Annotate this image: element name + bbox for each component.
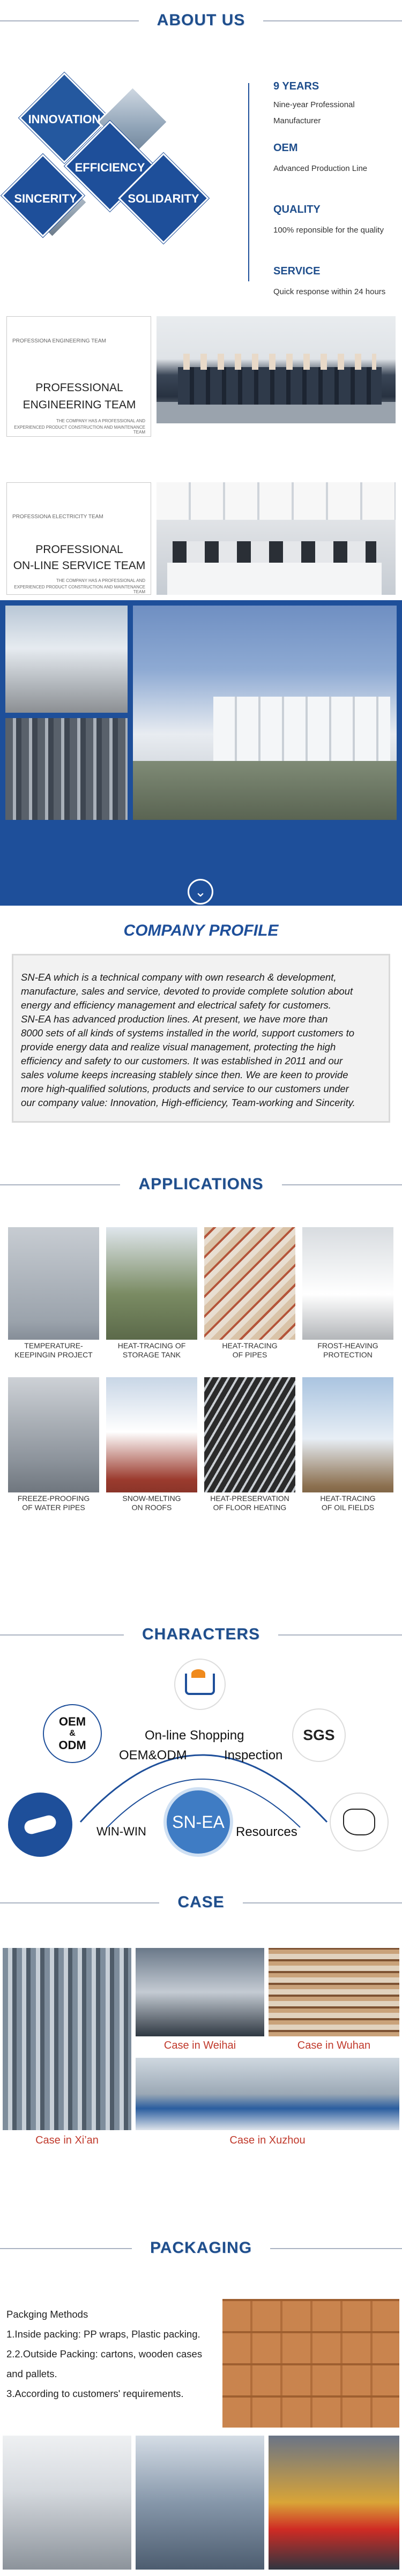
sgs-text: SGS: [303, 1727, 335, 1743]
app-label-line1: HEAT-TRACING: [222, 1341, 278, 1350]
feature-oem: [273, 142, 402, 173]
about-diamond-cluster: [5, 67, 252, 271]
app-label-line2: OF PIPES: [232, 1350, 267, 1359]
feature-line: Advanced Production Line: [273, 164, 368, 173]
feature-quality: [273, 204, 402, 235]
case-caption: Case in Weihai: [163, 2040, 236, 2051]
feature-title: 9 YEARS: [273, 80, 319, 92]
app-label-line1: TEMPERATURE-: [24, 1341, 83, 1350]
packaging-text: [6, 2304, 221, 2403]
application-card[interactable]: [302, 1227, 393, 1361]
case-caption-wuhan-wrap: [269, 2036, 399, 2056]
online-shopping-label: On-line Shopping: [145, 1728, 244, 1743]
odm-text: ODM: [58, 1738, 86, 1752]
scroll-down-chevron-icon[interactable]: ⌄: [188, 879, 213, 905]
about-us-heading: [0, 11, 402, 30]
feature-line: Quick response within 24 hours: [273, 287, 386, 296]
team-title-line1: PROFESSIONAL: [35, 543, 123, 556]
team-small-label: PROFESSIONA ENGINEERING TEAM: [12, 338, 106, 344]
headquarters-photo: [133, 606, 397, 820]
app-label-line2: STORAGE TANK: [122, 1350, 181, 1359]
production-line-photo: [5, 718, 128, 820]
feature-line: Manufacturer: [273, 116, 321, 125]
win-win-label: WIN-WIN: [96, 1825, 146, 1838]
wrapped-goods-photo: [3, 2436, 131, 2570]
case-caption: Case in Wuhan: [297, 2040, 371, 2051]
application-card[interactable]: [302, 1377, 393, 1514]
handshake-icon: [8, 1793, 72, 1857]
company-profile-box: [12, 954, 390, 1123]
case-caption-xian-wrap: [3, 2130, 131, 2152]
app-label-line1: HEAT-PRESERVATION: [210, 1494, 289, 1503]
case-photo-weihai: [136, 1948, 264, 2036]
oem-text: OEM: [58, 1715, 86, 1728]
engineering-team-photo: [157, 316, 396, 423]
packaging-line: and pallets.: [6, 2368, 57, 2379]
application-card[interactable]: [8, 1377, 99, 1514]
applications-title: APPLICATIONS: [120, 1175, 281, 1193]
team-title-line1: PROFESSIONAL: [35, 382, 123, 394]
application-card[interactable]: [204, 1377, 295, 1514]
sn-ea-text: SN-EA: [172, 1812, 225, 1832]
feature-line: 100% reponsible for the quality: [273, 226, 384, 235]
team-foot2: EXPERIENCED PRODUCT CONSTRUCTION AND MAINTENANCE TEAM: [14, 585, 145, 594]
case-photo-wuhan: [269, 1948, 399, 2036]
feature-line: Nine-year Professional: [273, 100, 355, 109]
characters-title: CHARACTERS: [124, 1625, 278, 1644]
packaging-line: 3.According to customers' requirements.: [6, 2388, 184, 2399]
packaging-method-title: Packging Methods: [6, 2309, 88, 2320]
applications-grid: [8, 1227, 397, 1517]
case-caption-xuzhou-wrap: [136, 2130, 399, 2152]
case-caption: Case in Xi’an: [35, 2134, 99, 2146]
profile-line: more high-qualified solutions, products and service to our customers under: [21, 1083, 349, 1094]
feature-title: OEM: [273, 142, 298, 154]
profile-line: SN-EA has advanced production lines. At present, we have more than: [21, 1013, 328, 1025]
app-label-line2: KEEPINGIN PROJECT: [14, 1350, 93, 1359]
team-foot2: EXPERIENCED PRODUCT CONSTRUCTION AND MAINTENANCE TEAM: [14, 425, 145, 435]
resources-label: Resources: [236, 1825, 297, 1839]
company-profile-heading: [0, 922, 402, 940]
case-title: CASE: [159, 1893, 242, 1912]
online-service-team-card: [6, 482, 151, 595]
case-photo-xuzhou: [136, 2058, 399, 2130]
app-label-line1: FREEZE-PROOFING: [17, 1494, 90, 1503]
app-label-line2: ON ROOFS: [131, 1503, 172, 1512]
carton-stack-photo: [222, 2299, 399, 2428]
office-photo: [157, 482, 396, 595]
sgs-badge: [292, 1708, 346, 1762]
app-label-line1: HEAT-TRACING: [320, 1494, 376, 1503]
team-foot1: THE COMPANY HAS A PROFESSIONAL AND: [56, 578, 145, 583]
application-card[interactable]: [106, 1227, 197, 1361]
oem-odm-badge: [43, 1704, 102, 1763]
engineering-team-card: [6, 316, 151, 437]
company-profile-title: COMPANY PROFILE: [123, 922, 279, 939]
app-label-line2: OF WATER PIPES: [22, 1503, 85, 1512]
app-label-line1: SNOW-MELTING: [122, 1494, 181, 1503]
profile-line: sales volume keeps increasing stablely since then. We are keen to provide: [21, 1069, 348, 1080]
feature-service: [273, 265, 402, 296]
characters-heading: [0, 1624, 402, 1645]
case-heading: [0, 1892, 402, 1913]
app-label-line2: PROTECTION: [323, 1350, 373, 1359]
profile-line: provide energy data and realize visual management, protecting the high: [21, 1041, 336, 1052]
shopping-cart-icon: [174, 1659, 226, 1710]
profile-line: energy and efficiency management and electrical safety for customers.: [21, 999, 331, 1011]
pallet-goods-photo: [136, 2436, 264, 2570]
profile-line: our company value: Innovation, High-efficiency, Team-working and Sincerity.: [21, 1097, 355, 1108]
forklift-loading-photo: [269, 2436, 399, 2570]
app-label-line2: OF OIL FIELDS: [321, 1503, 375, 1512]
packaging-title: PACKAGING: [132, 2239, 270, 2257]
application-card[interactable]: [204, 1227, 295, 1361]
feature-title: SERVICE: [273, 265, 321, 277]
feature-9-years: [273, 80, 402, 125]
case-caption-weihai-wrap: [136, 2036, 264, 2056]
profile-line: manufacture, sales and service, devoted to provide complete solution about: [21, 985, 353, 997]
company-profile-text: [21, 970, 381, 1110]
profile-line: 8000 sets of all kinds of systems installed in the world, support customers to: [21, 1027, 355, 1039]
sn-ea-center-badge: [163, 1787, 233, 1857]
oem-odm-label: OEM&ODM: [119, 1748, 187, 1763]
team-foot1: THE COMPANY HAS A PROFESSIONAL AND: [56, 419, 145, 423]
world-map-icon: [330, 1793, 389, 1851]
case-photo-xian: [3, 1948, 131, 2130]
case-caption: Case in Xuzhou: [229, 2134, 306, 2146]
application-card[interactable]: [8, 1227, 99, 1361]
profile-line: SN-EA which is a technical company with own research & development,: [21, 972, 337, 983]
team-small-label: PROFESSIONA ELECTRICITY TEAM: [12, 514, 103, 520]
team-title-line2: ON-LINE SERVICE TEAM: [13, 559, 146, 572]
oem-amp: &: [69, 1729, 76, 1738]
factory-banner: [0, 600, 402, 906]
inspection-label: Inspection: [224, 1748, 283, 1763]
profile-line: efficiency and safety to our customers. It was established in 2011 and our: [21, 1055, 343, 1066]
app-label-line1: HEAT-TRACING OF: [117, 1341, 186, 1350]
packaging-heading: [0, 2237, 402, 2259]
about-us-title: ABOUT US: [139, 11, 264, 29]
app-label-line1: FROST-HEAVING: [317, 1341, 378, 1350]
efficiency-label: EFFICIENCY: [75, 161, 145, 174]
innovation-label: INNOVATION: [28, 113, 101, 126]
application-card[interactable]: [106, 1377, 197, 1514]
solidarity-label: SOLIDARITY: [128, 192, 199, 205]
feature-timeline: [247, 78, 250, 281]
packaging-line: 2.2.Outside Packing: cartons, wooden cases: [6, 2348, 203, 2360]
team-title-line2: ENGINEERING TEAM: [23, 399, 136, 411]
packaging-line: 1.Inside packing: PP wraps, Plastic packing.: [6, 2328, 200, 2340]
applications-heading: [0, 1174, 402, 1195]
warehouse-photo: [5, 606, 128, 713]
app-label-line2: OF FLOOR HEATING: [213, 1503, 287, 1512]
feature-title: QUALITY: [273, 204, 321, 215]
sincerity-label: SINCERITY: [14, 192, 77, 205]
